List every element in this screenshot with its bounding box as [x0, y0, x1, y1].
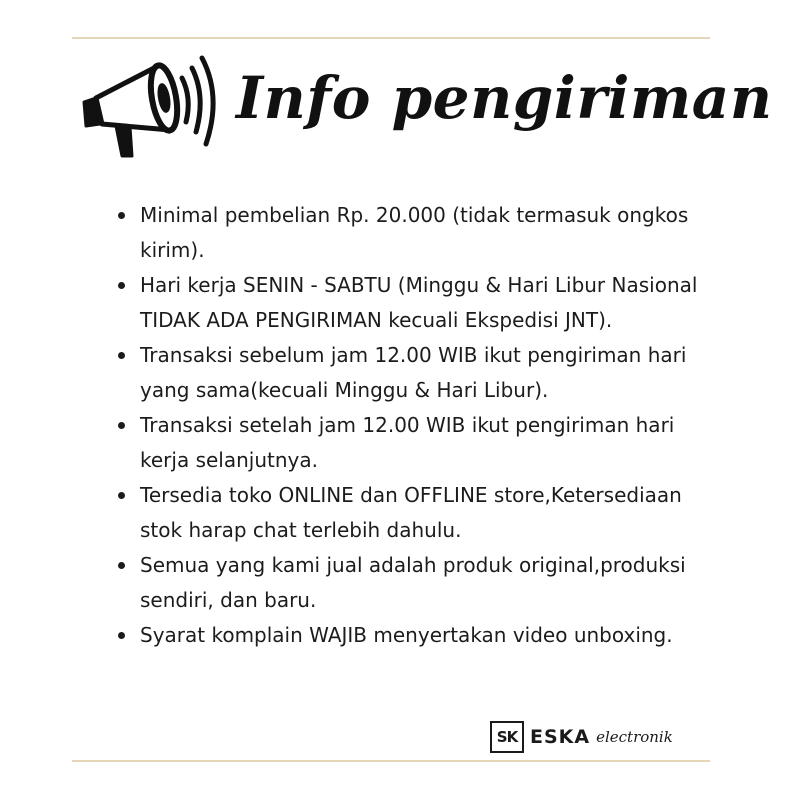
megaphone-icon	[78, 52, 224, 168]
list-item-text: Transaksi setelah jam 12.00 WIB ikut pengiriman hari kerja selanjutnya.	[140, 413, 675, 472]
bullet-icon	[118, 352, 125, 359]
list-item	[140, 198, 710, 268]
list-item	[140, 548, 710, 618]
list-item-text: Transaksi sebelum jam 12.00 WIB ikut pengiriman hari yang sama(kecuali Minggu & Hari Libur).	[140, 343, 687, 402]
brand-logo: SK	[490, 721, 524, 753]
list-item	[140, 478, 710, 548]
bullet-icon	[118, 422, 125, 429]
bullet-icon	[118, 632, 125, 639]
page-title: Info pengiriman	[236, 64, 773, 132]
brand-tagline: electronik	[596, 728, 673, 746]
top-divider	[72, 37, 710, 39]
list-item	[140, 408, 710, 478]
list-item-text: Tersedia toko ONLINE dan OFFLINE store,Ketersediaan stok harap chat terlebih dahulu.	[140, 483, 682, 542]
brand-name: ESKA	[530, 726, 591, 748]
bullet-icon	[118, 492, 125, 499]
brand-signature	[490, 719, 673, 755]
list-item	[140, 338, 710, 408]
list-item-text: Semua yang kami jual adalah produk original,produksi sendiri, dan baru.	[140, 553, 686, 612]
list-item-text: Syarat komplain WAJIB menyertakan video unboxing.	[140, 623, 673, 647]
list-item-text: Minimal pembelian Rp. 20.000 (tidak termasuk ongkos kirim).	[140, 203, 689, 262]
list-item-text: Hari kerja SENIN - SABTU (Minggu & Hari Libur Nasional TIDAK ADA PENGIRIMAN kecuali Ekspedisi JNT).	[140, 273, 698, 332]
bullet-icon	[118, 282, 125, 289]
shipping-info-list	[140, 198, 710, 653]
bullet-icon	[118, 212, 125, 219]
list-item	[140, 268, 710, 338]
bullet-icon	[118, 562, 125, 569]
bottom-divider	[72, 760, 710, 762]
list-item	[140, 618, 710, 653]
